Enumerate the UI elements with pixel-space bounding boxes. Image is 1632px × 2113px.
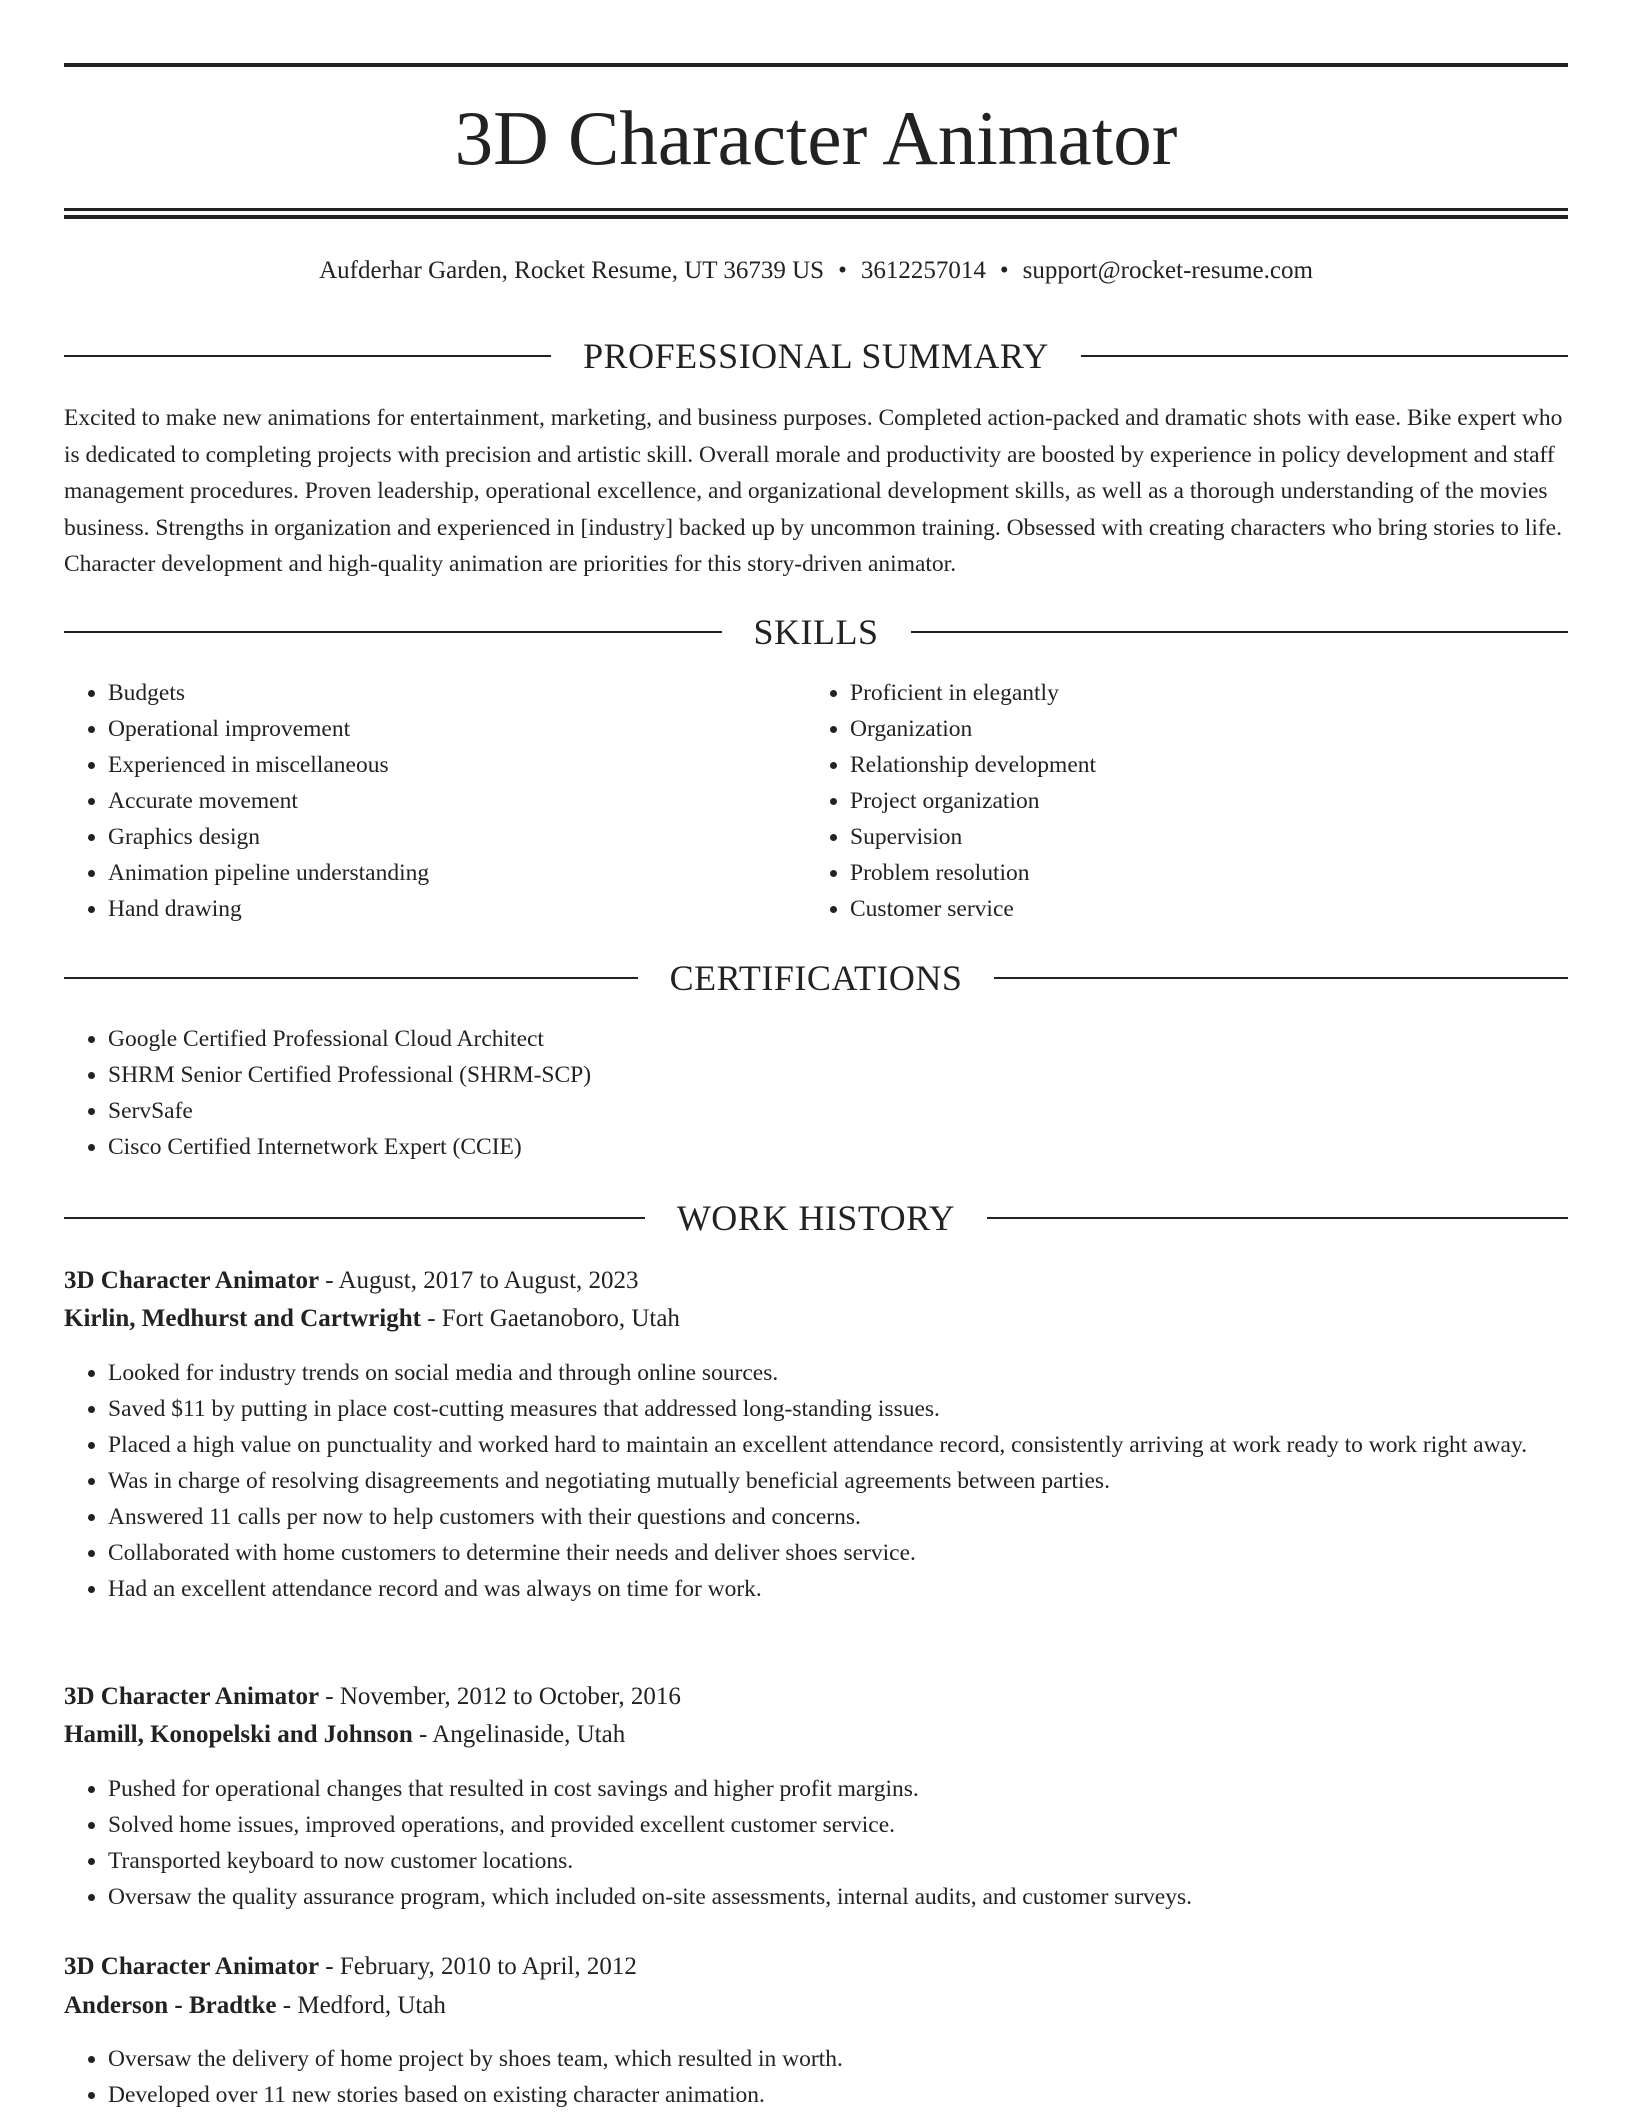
heading-rule-right: [911, 631, 1569, 633]
job-company-line: [64, 1988, 1568, 2024]
section-heading-skills: [64, 610, 1568, 654]
dash: -: [420, 1305, 442, 1332]
heading-rule-left: [64, 355, 551, 357]
duty-item: • Transported keyboard to now customer locations.: [108, 1843, 1568, 1879]
header-double-rule: [64, 208, 1568, 219]
duty-item: • Pushed for operational changes that resulted in cost savings and higher profit margins.: [108, 1771, 1568, 1807]
job-title: 3D Character Animator: [64, 1267, 320, 1294]
duty-item: • Oversaw the delivery of home project by shoes team, which resulted in worth.: [108, 2041, 1568, 2077]
skills-column-right: [806, 675, 1566, 927]
skill-item: • Customer service: [850, 891, 1566, 927]
skill-item: • Project organization: [850, 783, 1566, 819]
dash: -: [319, 1953, 340, 1980]
section-title: WORK HISTORY: [676, 1198, 956, 1238]
job-location: Medford, Utah: [297, 1992, 446, 2019]
dash: -: [412, 1721, 433, 1748]
certifications-list: [64, 1021, 1568, 1165]
job-company: Kirlin, Medhurst and Cartwright: [64, 1305, 421, 1332]
skills-column-left: [64, 675, 764, 927]
heading-rule-left: [64, 1217, 645, 1219]
candidate-name: 3D Character Animator: [454, 95, 1178, 181]
job-duties-list: [64, 1771, 1568, 1915]
job-dates: August, 2017 to August, 2023: [338, 1267, 639, 1294]
heading-rule-right: [987, 1217, 1568, 1219]
duty-item: • Collaborated with home customers to determine their needs and deliver shoes service.: [108, 1535, 1568, 1571]
skill-item: • Relationship development: [850, 747, 1566, 783]
dash: -: [319, 1267, 339, 1294]
duty-item: • Saved $11 by putting in place cost-cutting measures that addressed long-standing issues.: [108, 1391, 1568, 1427]
skill-item: • Animation pipeline understanding: [108, 855, 764, 891]
certification-item: • SHRM Senior Certified Professional (SHRM-SCP): [108, 1057, 1568, 1093]
job-title: 3D Character Animator: [64, 1683, 320, 1710]
certification-item: • ServSafe: [108, 1093, 1568, 1129]
contact-address: Aufderhar Garden, Rocket Resume, UT 36739 US: [319, 257, 825, 284]
section-heading-work-history: [64, 1196, 1568, 1240]
duty-item: • Developed over 11 new stories based on existing character animation.: [108, 2077, 1568, 2113]
dash: -: [319, 1683, 340, 1710]
job-dates: November, 2012 to October, 2016: [339, 1683, 681, 1710]
section-heading-certifications: [64, 956, 1568, 1000]
heading-rule-right: [994, 977, 1568, 979]
contact-separator: •: [999, 257, 1009, 284]
skill-item: • Operational improvement: [108, 711, 764, 747]
skill-item: • Hand drawing: [108, 891, 764, 927]
job-dates: February, 2010 to April, 2012: [339, 1953, 637, 1980]
section-title: SKILLS: [753, 612, 879, 652]
heading-rule-left: [64, 631, 722, 633]
job-duties: [64, 2041, 1568, 2113]
skill-item: • Supervision: [850, 819, 1566, 855]
contact-line: [64, 254, 1568, 288]
dash: -: [276, 1992, 298, 2019]
job-location: Fort Gaetanoboro, Utah: [441, 1305, 680, 1332]
job-title-line: [64, 1949, 1568, 1985]
duty-item: • Solved home issues, improved operations, and provided excellent customer service.: [108, 1807, 1568, 1843]
job-location: Angelinaside, Utah: [432, 1721, 626, 1748]
top-rule: [64, 63, 1568, 67]
skill-item: • Organization: [850, 711, 1566, 747]
section-title: PROFESSIONAL SUMMARY: [583, 336, 1049, 376]
duty-item: • Oversaw the quality assurance program, which included on-site assessments, internal audits, and customer surveys.: [108, 1879, 1568, 1915]
skill-item: • Proficient in elegantly: [850, 675, 1566, 711]
certification-item: • Cisco Certified Internetwork Expert (CCIE): [108, 1129, 1568, 1165]
skill-item: • Experienced in miscellaneous: [108, 747, 764, 783]
job-title-line: [64, 1263, 1568, 1299]
section-title: CERTIFICATIONS: [669, 958, 963, 998]
duty-item: • Looked for industry trends on social media and through online sources.: [108, 1355, 1568, 1391]
skill-item: • Problem resolution: [850, 855, 1566, 891]
job-title: 3D Character Animator: [64, 1953, 320, 1980]
job-company: Hamill, Konopelski and Johnson: [64, 1721, 413, 1748]
skill-item: • Graphics design: [108, 819, 764, 855]
job-duties-list: [64, 2041, 1568, 2113]
job-company: Anderson - Bradtke: [64, 1992, 277, 2019]
job-duties-list: [64, 1355, 1568, 1607]
duty-item: • Had an excellent attendance record and was always on time for work.: [108, 1571, 1568, 1607]
heading-rule-left: [64, 977, 638, 979]
skill-item: • Budgets: [108, 675, 764, 711]
contact-separator: •: [838, 257, 847, 284]
job-company-line: [64, 1717, 1568, 1753]
duty-item: • Answered 11 calls per now to help customers with their questions and concerns.: [108, 1499, 1568, 1535]
duty-item: • Was in charge of resolving disagreements and negotiating mutually beneficial agreements between parties.: [108, 1463, 1568, 1499]
job-company-line: [64, 1301, 1568, 1337]
skills-list-right: [806, 675, 1566, 927]
job-title-line: [64, 1679, 1568, 1715]
summary-text: Excited to make new animations for entertainment, marketing, and business purposes. Completed action-packed and dramatic shots with ease. Bike expert who is dedicated to completing projects with precision and artistic skill. Overall morale and productivity are boosted by experience in policy development and staff management procedures. Proven leadership, operational excellence, and organizational development skills, as well as a thorough understanding of the movies business. Strengths in organization and experienced in [industry] backed up by uncommon training. Obsessed with creating characters who bring stories to life. Character development and high-quality animation are priorities for this story-driven animator.: [64, 405, 1563, 578]
skills-list-left: [64, 675, 764, 927]
certification-item: • Google Certified Professional Cloud Architect: [108, 1021, 1568, 1057]
contact-email[interactable]: support@rocket-resume.com: [1022, 257, 1313, 284]
job-duties: [64, 1355, 1568, 1607]
job-duties: [64, 1771, 1568, 1915]
skill-item: • Accurate movement: [108, 783, 764, 819]
contact-phone[interactable]: 3612257014: [860, 257, 986, 284]
duty-item: • Placed a high value on punctuality and worked hard to maintain an excellent attendance record, consistently arriving at work ready to work right away.: [108, 1427, 1568, 1463]
certifications-block: [64, 1021, 1568, 1165]
section-heading-summary: [64, 334, 1568, 378]
heading-rule-right: [1081, 355, 1568, 357]
